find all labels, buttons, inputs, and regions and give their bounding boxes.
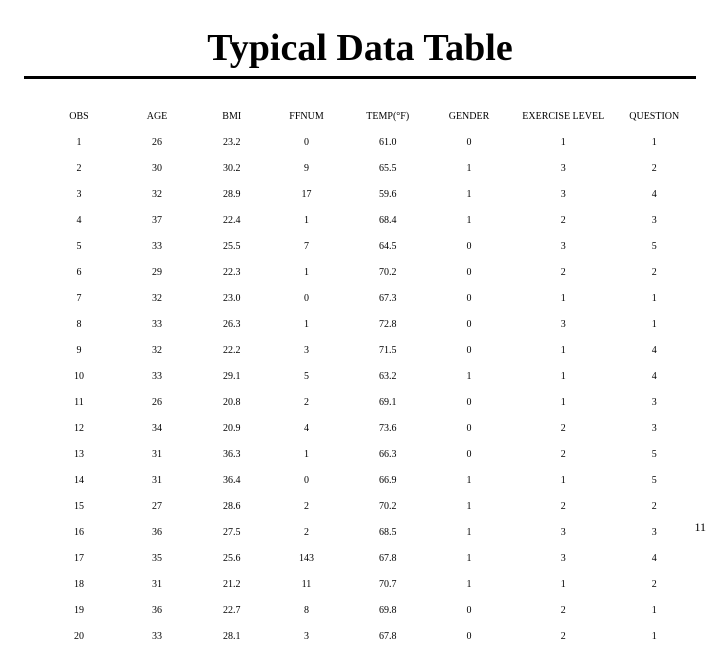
table-cell: 2	[651, 266, 657, 278]
column-header: EXERCISE LEVEL	[522, 110, 605, 122]
table-cell: 9	[76, 344, 82, 356]
table-cell: 0	[466, 240, 472, 252]
column-header: QUESTION	[629, 110, 680, 122]
table-cell: 2	[651, 578, 657, 590]
table-cell: 3	[304, 630, 309, 642]
table-cell: 17	[301, 188, 312, 200]
table-cell: 31	[152, 448, 162, 460]
table-cell: 3	[560, 526, 566, 538]
table-row	[40, 519, 690, 545]
table-cell: 2	[560, 214, 566, 226]
table-cell: 35	[152, 552, 162, 564]
column-header: GENDER	[448, 110, 490, 122]
table-cell: 28.9	[223, 188, 241, 200]
table-row	[40, 259, 690, 285]
table-cell: 1	[466, 578, 472, 590]
table-cell: 13	[74, 448, 84, 460]
table-cell: 2	[560, 630, 566, 642]
table-cell: 36	[152, 526, 162, 538]
table-cell: 1	[304, 448, 309, 460]
table-cell: 5	[651, 240, 657, 252]
table-cell: 0	[466, 630, 472, 642]
table-cell: 2	[560, 604, 566, 616]
table-cell: 32	[152, 292, 162, 304]
table-cell: 5	[651, 448, 657, 460]
table-cell: 67.8	[379, 630, 397, 642]
table-cell: 1	[466, 214, 472, 226]
table-cell: 0	[466, 604, 472, 616]
table-cell: 0	[466, 396, 472, 408]
table-row	[40, 285, 690, 311]
column-header: BMI	[222, 110, 242, 122]
table-cell: 64.5	[379, 240, 397, 252]
table-cell: 67.8	[379, 552, 397, 564]
table-row	[40, 493, 690, 519]
table-cell: 15	[74, 500, 84, 512]
table-cell: 29	[152, 266, 162, 278]
table-cell: 2	[560, 500, 566, 512]
table-cell: 2	[304, 526, 309, 538]
table-row	[40, 207, 690, 233]
table-cell: 22.3	[223, 266, 241, 278]
table-cell: 17	[74, 552, 84, 564]
table-cell: 2	[560, 266, 566, 278]
table-cell: 7	[304, 240, 309, 252]
table-cell: 1	[304, 214, 309, 226]
table-cell: 32	[152, 344, 162, 356]
table-cell: 0	[466, 292, 472, 304]
table-cell: 36.3	[223, 448, 241, 460]
table-row	[40, 129, 690, 155]
table-cell: 1	[304, 318, 309, 330]
table-cell: 1	[560, 292, 566, 304]
table-cell: 73.6	[379, 422, 397, 434]
table-cell: 70.2	[379, 266, 397, 278]
table-row	[40, 337, 690, 363]
table-cell: 34	[152, 422, 162, 434]
table-header-row	[40, 103, 690, 129]
table-cell: 2	[560, 422, 566, 434]
table-cell: 65.5	[379, 162, 397, 174]
table-cell: 71.5	[379, 344, 397, 356]
table-cell: 1	[560, 474, 566, 486]
table-row	[40, 571, 690, 597]
table-row	[40, 311, 690, 337]
table-cell: 31	[152, 578, 162, 590]
table-row	[40, 597, 690, 623]
table-row	[40, 623, 690, 649]
table-cell: 72.8	[379, 318, 397, 330]
table-cell: 36.4	[223, 474, 241, 486]
table-row	[40, 181, 690, 207]
table-cell: 5	[651, 474, 657, 486]
table-cell: 70.7	[379, 578, 397, 590]
table-cell: 63.2	[379, 370, 397, 382]
table-cell: 25.5	[223, 240, 241, 252]
table-cell: 3	[560, 552, 566, 564]
table-cell: 30.2	[223, 162, 241, 174]
table-cell: 1	[560, 396, 566, 408]
table-cell: 12	[74, 422, 84, 434]
table-cell: 27	[152, 500, 162, 512]
table-row	[40, 545, 690, 571]
table-cell: 2	[304, 500, 309, 512]
table-cell: 26	[152, 136, 162, 148]
table-cell: 0	[304, 292, 309, 304]
title-divider	[24, 76, 696, 79]
page-number: 11	[694, 520, 706, 534]
table-cell: 29.1	[223, 370, 241, 382]
table-cell: 66.3	[379, 448, 397, 460]
table-cell: 36	[152, 604, 162, 616]
table-cell: 20.8	[223, 396, 241, 408]
table-row	[40, 441, 690, 467]
table-cell: 1	[304, 266, 309, 278]
table-row	[40, 155, 690, 181]
table-cell: 4	[651, 370, 657, 382]
table-cell: 31	[152, 474, 162, 486]
table-cell: 0	[304, 474, 309, 486]
table-cell: 4	[651, 344, 657, 356]
table-cell: 22.7	[223, 604, 241, 616]
table-row	[40, 389, 690, 415]
table-cell: 23.2	[223, 136, 241, 148]
table-cell: 1	[560, 370, 566, 382]
data-table	[40, 103, 690, 649]
table-cell: 26.3	[223, 318, 241, 330]
table-cell: 18	[74, 578, 84, 590]
table-cell: 0	[466, 422, 472, 434]
table-cell: 6	[76, 266, 82, 278]
table-cell: 23.0	[223, 292, 241, 304]
table-cell: 0	[304, 136, 309, 148]
table-cell: 4	[651, 188, 657, 200]
table-cell: 30	[152, 162, 162, 174]
table-cell: 1	[651, 318, 657, 330]
table-cell: 11	[301, 578, 312, 590]
table-cell: 0	[466, 448, 472, 460]
table-cell: 61.0	[379, 136, 397, 148]
column-header: TEMP(°F)	[366, 110, 410, 122]
table-cell: 11	[74, 396, 84, 408]
table-cell: 143	[299, 552, 314, 564]
table-cell: 5	[76, 240, 82, 252]
table-cell: 3	[76, 188, 82, 200]
table-cell: 14	[74, 474, 84, 486]
table-cell: 1	[651, 604, 657, 616]
table-cell: 3	[651, 422, 657, 434]
table-cell: 26	[152, 396, 162, 408]
table-cell: 3	[560, 240, 566, 252]
table-cell: 70.2	[379, 500, 397, 512]
table-cell: 19	[74, 604, 84, 616]
table-cell: 1	[466, 370, 472, 382]
table-cell: 68.4	[379, 214, 397, 226]
table-cell: 1	[466, 526, 472, 538]
table-row	[40, 233, 690, 259]
table-cell: 1	[651, 292, 657, 304]
table-cell: 68.5	[379, 526, 397, 538]
table-cell: 1	[466, 500, 472, 512]
table-cell: 22.2	[223, 344, 241, 356]
table-cell: 0	[466, 266, 472, 278]
column-header: OBS	[69, 110, 89, 122]
table-cell: 20.9	[223, 422, 241, 434]
table-cell: 1	[76, 136, 82, 148]
table-cell: 1	[466, 162, 472, 174]
table-cell: 4	[304, 422, 309, 434]
table-cell: 2	[651, 162, 657, 174]
table-cell: 10	[74, 370, 84, 382]
table-cell: 2	[76, 162, 82, 174]
table-cell: 3	[560, 188, 566, 200]
table-cell: 67.3	[379, 292, 397, 304]
table-cell: 2	[560, 448, 566, 460]
table-cell: 28.6	[223, 500, 241, 512]
table-cell: 28.1	[223, 630, 241, 642]
table-cell: 20	[74, 630, 84, 642]
table-cell: 1	[651, 630, 657, 642]
table-cell: 4	[651, 552, 657, 564]
column-header: AGE	[146, 110, 168, 122]
table-cell: 33	[152, 240, 162, 252]
table-cell: 21.2	[223, 578, 241, 590]
slide-title: Typical Data Table	[207, 27, 513, 69]
table-cell: 2	[304, 396, 309, 408]
table-cell: 3	[651, 396, 657, 408]
table-cell: 37	[152, 214, 162, 226]
table-cell: 2	[651, 500, 657, 512]
table-cell: 1	[651, 136, 657, 148]
table-cell: 33	[152, 370, 162, 382]
table-cell: 7	[76, 292, 82, 304]
table-cell: 1	[560, 578, 566, 590]
table-cell: 69.8	[379, 604, 397, 616]
table-cell: 1	[560, 344, 566, 356]
table-cell: 3	[560, 162, 566, 174]
table-cell: 3	[651, 214, 657, 226]
table-cell: 1	[466, 474, 472, 486]
table-row	[40, 363, 690, 389]
table-cell: 22.4	[223, 214, 241, 226]
column-header: FFNUM	[289, 110, 324, 122]
table-cell: 1	[560, 136, 566, 148]
table-cell: 3	[651, 526, 657, 538]
table-cell: 33	[152, 630, 162, 642]
table-body	[40, 129, 690, 649]
table-cell: 9	[304, 162, 309, 174]
table-cell: 1	[466, 188, 472, 200]
table-cell: 33	[152, 318, 162, 330]
table-row	[40, 415, 690, 441]
table-cell: 16	[74, 526, 84, 538]
table-row	[40, 467, 690, 493]
table-cell: 1	[466, 552, 472, 564]
table-cell: 3	[560, 318, 566, 330]
table-cell: 66.9	[379, 474, 397, 486]
table-cell: 8	[76, 318, 82, 330]
table-cell: 0	[466, 318, 472, 330]
table-cell: 69.1	[379, 396, 397, 408]
table-cell: 25.6	[223, 552, 241, 564]
table-cell: 27.5	[223, 526, 241, 538]
table-cell: 32	[152, 188, 162, 200]
table-cell: 0	[466, 136, 472, 148]
table-cell: 59.6	[379, 188, 397, 200]
table-cell: 0	[466, 344, 472, 356]
table-cell: 3	[304, 344, 309, 356]
table-cell: 5	[304, 370, 309, 382]
table-cell: 4	[76, 214, 82, 226]
table-cell: 8	[304, 604, 309, 616]
